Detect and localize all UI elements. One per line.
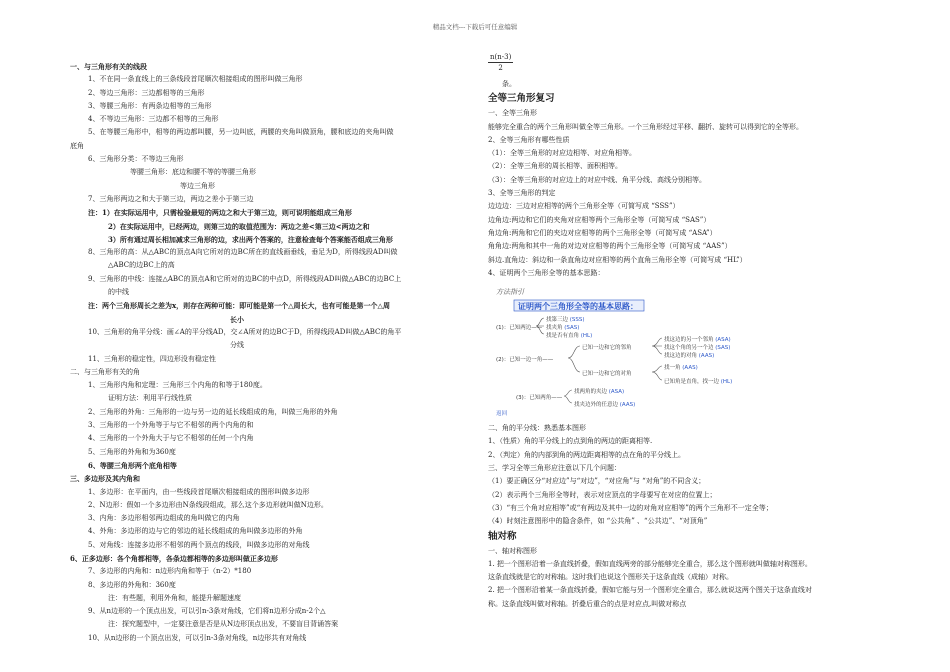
case1-option-c: 找是否有直角 (HL) [546, 333, 593, 340]
left-line: 8、三角形的高：从△ABC的顶点A向它所对的边BC所在的直线画垂线，垂足为D，所得线段AD叫做 [88, 248, 398, 257]
left-line: 3、内角：多边形相邻两边组成的角叫做它的内角 [88, 514, 240, 523]
left-line: 5、在等腰三角形中，相等的两边都叫腰，另一边叫底，两腰的夹角叫做顶角，腰和底边的夹角叫做 [88, 128, 394, 137]
case2-option-5: 已知角是直角，找一边 (HL) [664, 379, 733, 386]
left-line: 分线 [230, 341, 244, 350]
case1-option-a: 找第三边 (SSS) [546, 317, 585, 324]
right2-line: 1. 把一个图形沿着一条直线折叠，假如直线两旁的部分能够完全重合，那么这个图形就叫做轴对称图形。 [488, 559, 812, 568]
case1-option-b: 找夹角 (SAS) [546, 325, 580, 332]
right2-line: 轴对称 [488, 530, 517, 542]
left-line: 4、外角：多边形的边与它的邻边的延长线组成的角叫做多边形的外角 [88, 527, 303, 536]
left-line: 2、三角形的外角：三角形的一边与另一边的延长线组成的角，叫做三角形的外角 [88, 407, 338, 416]
left-line: 10、从n边形的一个顶点出发，可以引n-3条对角线，n边形共有对角线 [88, 633, 307, 642]
left-line: 注：两个三角形周长之差为x，则存在两种可能：即可能是第一个△周长大，也有可能是第一个△周 [88, 301, 390, 311]
left-line: 5、三角形的外角和为360度 [88, 447, 176, 456]
left-column [70, 60, 465, 645]
left-line: 三、多边形及其内角和 [70, 474, 140, 484]
right-column [488, 53, 888, 611]
formula-suffix: 条。 [502, 80, 516, 88]
case2-option-1: 找这边的另一个邻角 (ASA) [664, 337, 731, 344]
right2-line: （4）时刻注意图形中的隐含条件，如 “公共角” 、“公共边”、“对顶角” [488, 517, 708, 526]
fraction-denominator: 2 [498, 64, 503, 72]
right-line: 一、全等三角形 [488, 109, 537, 118]
fraction [488, 52, 513, 73]
right-line: 2、全等三角形有哪些性质 [488, 135, 570, 144]
right2-line: 三、学习全等三角形应注意以下几个问题： [488, 464, 621, 473]
right-line: 4、证明两个三角形全等的基本思路： [488, 268, 605, 277]
left-line: 3）所有通过周长相加减求三角形的边，求出两个答案的，注意检查每个答案能否组成三角形 [108, 234, 393, 244]
fraction-numerator: n(n-3) [490, 53, 512, 61]
left-line: 11、三角形的稳定性，四边形没有稳定性 [88, 354, 216, 363]
right2-line: 二、角的平分线：熟悉基本图形 [488, 424, 586, 433]
left-line: 2）在实际运用中，已经两边，则第三边的取值范围为：两边之差<第三边<两边之和 [108, 221, 370, 231]
right2-line: 2、（判定）角的内部到角的两边距离相等的点在角的平分线上。 [488, 450, 685, 459]
left-line: 9、从n边形的一个顶点出发，可以引n-3条对角线，它们将n边形分成n-2个△ [88, 607, 326, 616]
page-header: 精品文档---下载后可任意编辑 [432, 23, 518, 31]
left-line: 的中线 [108, 288, 129, 297]
right-line: 能够完全重合的两个三角形叫做全等三角形。一个三角形经过平移、翻折、旋转可以得到它的全等形。 [488, 122, 803, 131]
right-line: 角边角:两角和它们的夹边对应相等的两个三角形全等（可简写成 “ASA”） [488, 228, 717, 237]
right2-line: 这条直线就是它的对称轴。这时我们也说这个图形关于这条直线（成轴）对称。 [488, 573, 733, 582]
case2-adjacent-angle: 已知一边和它的邻角 [582, 345, 632, 352]
congruence-proof-diagram [492, 286, 733, 418]
left-line: 一、与三角形有关的线段 [70, 62, 147, 71]
left-line: 注：1）在实际运用中，只需检验最短的两边之和大于第三边，则可说明能组成三角形 [88, 208, 352, 218]
left-line: 4、三角形的一个外角大于与它不相邻的任何一个内角 [88, 434, 254, 443]
right-line: 边边边：三边对应相等的两个三角形全等（可简写成 “SSS”） [488, 202, 680, 211]
left-line: 3、等腰三角形：有两条边相等的三角形 [88, 101, 212, 110]
right2-line: （1）要正确区分“对应边”与“对边”，“对应角”与 “对角”的不同含义； [488, 477, 706, 486]
left-line: 2、N边形：假如一个多边形由N条线段组成，那么这个多边形就叫做N边形。 [88, 500, 328, 509]
right2-line: 2. 把一个图形沿着某一条直线折叠，假如它能与另一个图形完全重合，那么就说这两个图关于这条直线对 [488, 586, 812, 595]
case2-opposite-angle: 已知一边和它的对角 [582, 371, 632, 378]
case3-option-a: 找两角的夹边 (ASA) [574, 389, 625, 396]
diagram-title: 证明两个三角形全等的基本思路： [518, 302, 638, 312]
left-line: 6、三角形分类：不等边三角形 [88, 155, 184, 164]
right2-line: 一、轴对称图形 [488, 546, 537, 555]
left-line: 注：探究题型中，一定要注意是否是从N边形顶点出发，不要盲目背诵答案 [108, 620, 339, 629]
case2-option-2: 找这个角的另一个边 (SAS) [664, 345, 731, 352]
left-line: 长小 [230, 314, 244, 324]
diagram-hint: 方法指引 [496, 288, 524, 297]
right-line: （1）：全等三角形的对应边相等、对应角相等。 [488, 149, 636, 158]
right-line: 斜边.直角边：斜边和一条直角边对应相等的两个直角三角形全等（可简写成 “HL”） [488, 255, 747, 264]
congruence-section [488, 91, 888, 280]
left-line: 3、三角形的一个外角等于与它不相邻的两个内角的和 [88, 421, 254, 430]
right-line: （3）：全等三角形的对应边上的对应中线、角平分线、高线分别相等。 [488, 175, 706, 184]
left-line: 1、多边形：在平面内，由一些线段首尾顺次相接组成的图形叫做多边形 [88, 487, 310, 496]
case-side-angle: (2)：已知一边一角—— [496, 357, 554, 364]
left-line: 7、多边形的内角和：n边形内角和等于（n-2）*180 [88, 567, 252, 576]
left-line: 2、等边三角形：三边都相等的三角形 [88, 88, 205, 97]
left-line: 二、与三角形有关的角 [70, 367, 140, 376]
right-line: 3、全等三角形的判定 [488, 189, 556, 198]
right-line: 全等三角形复习 [488, 93, 555, 105]
right-line: （2）：全等三角形的周长相等、面积相等。 [488, 162, 622, 171]
left-line: △ABC的边BC上的高 [108, 261, 175, 270]
left-line: 4、不等边三角形：三边都不相等的三角形 [88, 115, 219, 124]
angle-bisector-and-symmetry-section [488, 422, 888, 611]
left-line: 10、三角形的角平分线：画∠A的平分线AD，交∠A所对的边BC于D，所得线段AD叫做△ABC的角平 [88, 327, 402, 336]
left-line: 5、对角线：连接多边形不相邻的两个顶点的线段，叫做多边形的对角线 [88, 540, 310, 549]
left-line: 1、不在同一条直线上的三条线段首尾顺次相接组成的图形叫做三角形 [88, 75, 303, 84]
left-line: 7、三角形两边之和大于第三边，两边之差小于第三边 [88, 194, 254, 203]
diagonal-count-formula [488, 52, 888, 76]
case-two-sides: (1)：已知两边—— [496, 325, 543, 332]
left-line: 等边三角形 [180, 181, 215, 190]
right2-line: 1、（性质）角的平分线上的点到角的两边的距离相等. [488, 437, 653, 446]
right2-line: （2）表示两个三角形全等时，表示对应顶点的字母要写在对应的位置上； [488, 490, 717, 499]
left-line: 等腰三角形：底边和腰不等的等腰三角形 [130, 168, 256, 177]
left-line: 8、多边形的外角和：360度 [88, 580, 176, 589]
left-line: 9、三角形的中线：连接△ABC的顶点A和它所对的边BC的中点D，所得线段AD叫做△ABC的边BC上 [88, 274, 402, 283]
left-line: 证明方法：利用平行线性质 [108, 394, 192, 403]
case-two-angles: (3)：已知两角—— [516, 395, 563, 402]
return-badge[interactable]: 返回 [496, 411, 508, 418]
right2-line: 称。这条直线叫做对称轴。折叠后重合的点是对应点,叫做对称点 [488, 599, 687, 608]
right2-line: （3）“有三个角对应相等”或“有两边及其中一边的对角对应相等”的两个三角形不一定全等； [488, 503, 773, 512]
case2-option-4: 找一角 (AAS) [664, 365, 698, 372]
left-line: 底角 [70, 141, 84, 150]
case2-option-3: 找这边的对角 (AAS) [664, 353, 715, 360]
left-line: 1、三角形内角和定理：三角形三个内角的和等于180度。 [88, 381, 267, 390]
left-line: 6、等腰三角形两个底角相等 [88, 460, 177, 470]
left-line: 6、正多边形：各个角都相等，各条边都相等的多边形叫做正多边形 [70, 553, 278, 563]
right-line: 角角边:两角和其中一角的对边对应相等的两个三角形全等（可简写成 “AAS”） [488, 242, 732, 251]
left-line: 注：有些题，利用外角和，能提升解题速度 [108, 593, 241, 602]
case3-option-b: 找夹边外的任意边 (AAS) [574, 402, 636, 409]
right-line: 边角边:两边和它们的夹角对应相等两个三角形全等（可简写成 “SAS”） [488, 215, 711, 224]
